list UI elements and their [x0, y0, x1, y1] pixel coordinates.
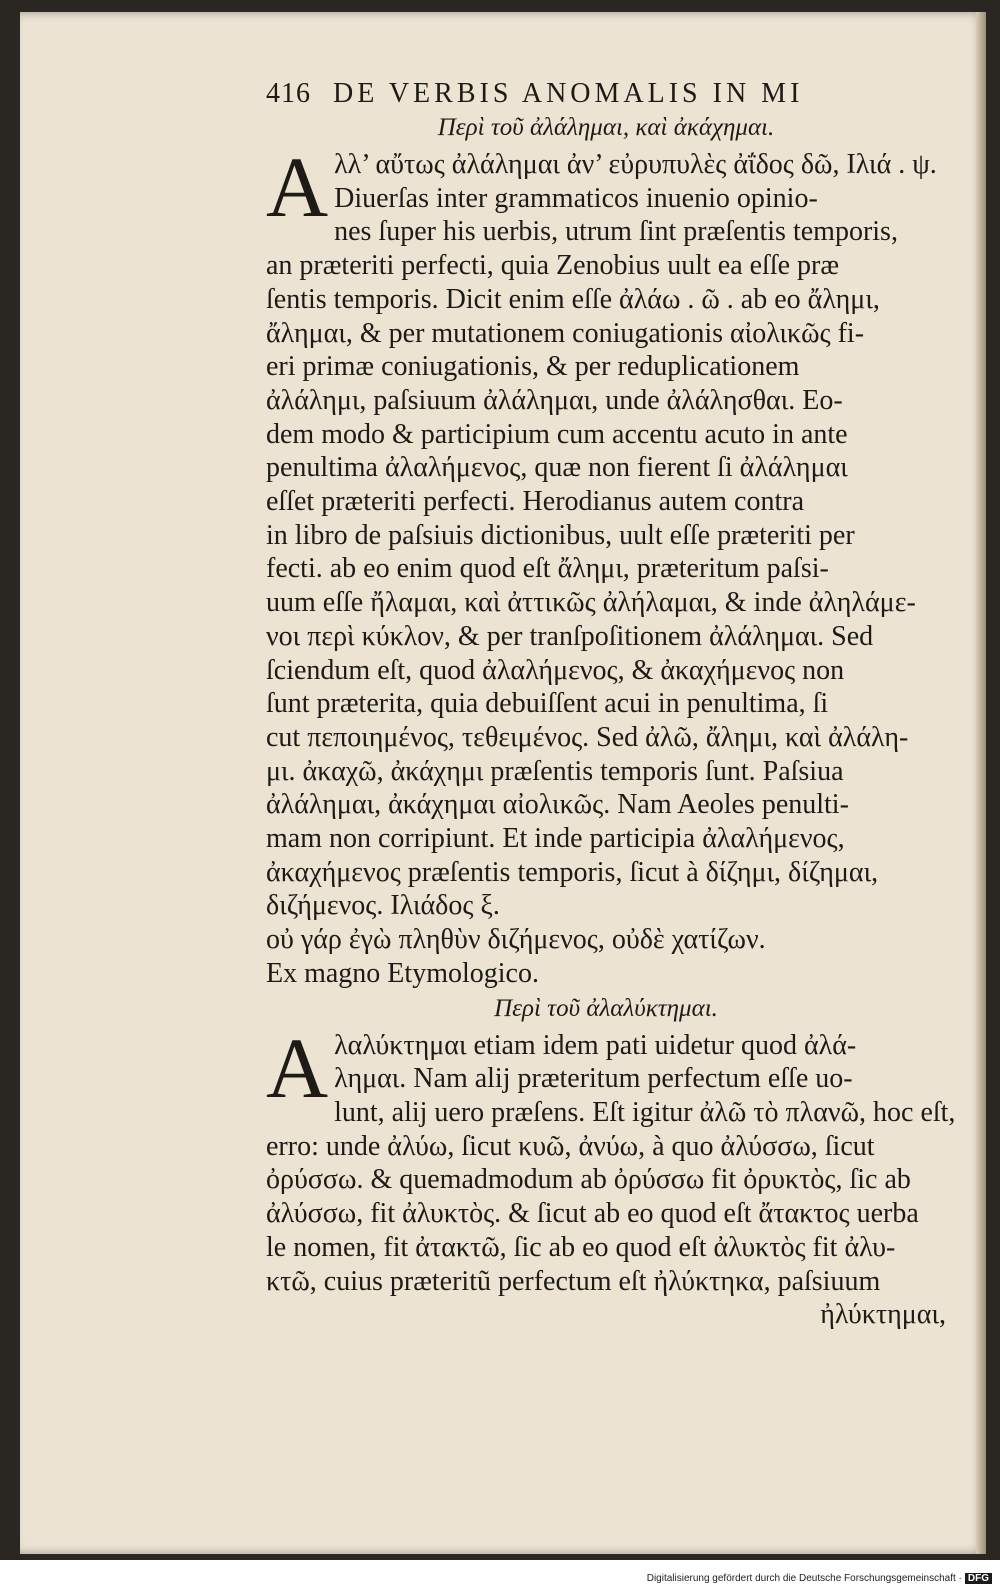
- text-line: κτῶ, cuius præteritũ perfectum eſt ἠλύκτηκα, paſsiuum: [266, 1265, 881, 1297]
- text-line: νοι περὶ κύκλον, & per tranſpoſitionem ἀλάλημαι. Sed: [266, 620, 874, 652]
- section1-paragraph: [266, 139, 946, 991]
- text-line: fecti. ab eo enim quod eſt ἄλημι, præteritum paſsi-: [266, 553, 829, 585]
- text-line: λημαι. Nam alij præteritum perfectum eſſe uo-: [334, 1063, 853, 1095]
- text-line: eri primæ coniugationis, & per reduplicationem: [266, 351, 800, 383]
- verse-line: οὐ γάρ ἐγὼ πληθὺν διζήμενος, οὐδὲ χατίζων.: [266, 924, 766, 956]
- running-header: [266, 78, 946, 110]
- text-line: διζήμενος. Ιλιάδος ξ.: [266, 890, 500, 922]
- source-line: Ex magno Etymologico.: [266, 957, 539, 989]
- dfg-logo: DFG: [965, 1573, 992, 1584]
- text-line: le nomen, fit ἀτακτῶ, ſic ab eo quod eſt ἀλυκτὸς fit ἀλυ-: [266, 1231, 896, 1263]
- running-title: DE VERBIS ANOMALIS IN MI: [333, 78, 804, 109]
- text-line: ὀρύσσω. & quemadmodum ab ὀρύσσω fit ὀρυκτὸς, ſic ab: [266, 1164, 911, 1196]
- text-line: in libro de paſsiuis dictionibus, uult eſſe præteriti per: [266, 519, 855, 551]
- text-line: mam non corripiunt. Et inde participia ἀλαλήμενος,: [266, 823, 845, 855]
- text-line: ἀλάλημαι, ἀκάχημαι αἰολικῶς. Nam Aeoles penulti-: [266, 789, 849, 821]
- text-line: erro: unde ἀλύω, ſicut κυῶ, ἀνύω, à quo ἀλύσσω, ſicut: [266, 1130, 875, 1162]
- text-line: μι. ἀκαχῶ, ἀκάχημι præſentis temporis ſunt. Paſsiua: [266, 755, 844, 787]
- drop-cap: A: [266, 1019, 329, 1116]
- text-line: ἀκαχήμενος præſentis temporis, ſicut à δίζημι, δίζημαι,: [266, 856, 879, 888]
- text-block: [266, 78, 956, 1332]
- section2-paragraph: [266, 1019, 956, 1332]
- text-line: penultima ἀλαλήμενος, quæ non fierent ſi ἀλάλημαι: [266, 452, 848, 484]
- digitization-footer: [647, 1573, 992, 1584]
- text-line: λαλύκτημαι etiam idem pati uidetur quod ἀλά-: [334, 1029, 857, 1061]
- text-line: lunt, alij uero præſens. Eſt igitur ἀλῶ τὸ πλανῶ, hoc eſt,: [334, 1096, 956, 1128]
- page-number: 416: [266, 78, 311, 109]
- text-line: ſunt præterita, quia debuiſſent acui in penultima, ſi: [266, 688, 829, 720]
- text-line: ſentis temporis. Dicit enim eſſe ἀλάω . ῶ . ab eo ἄλημι,: [266, 283, 880, 315]
- section2-title: Περὶ τοῦ ἀλαλύκτημαι.: [494, 994, 718, 1022]
- text-line: eſſet præteriti perfecti. Herodianus autem contra: [266, 486, 805, 518]
- text-line: ἄλημαι, & per mutationem coniugationis αἰολικῶς fi-: [266, 317, 865, 349]
- text-line: Diuerſas inter grammaticos inuenio opinio-: [334, 182, 818, 214]
- text-line: nes ſuper his uerbis, utrum ſint præſentis temporis,: [334, 216, 898, 248]
- text-line: uum eſſe ἤλαμαι, καὶ ἀττικῶς ἀλήλαμαι, & inde ἀληλάμε-: [266, 587, 916, 619]
- text-line: ἀλύσσω, fit ἀλυκτὸς. & ſicut ab eo quod eſt ἄτακτος uerba: [266, 1198, 919, 1230]
- text-line: dem modo & participium cum accentu acuto in ante: [266, 418, 848, 450]
- catchword-line: ἠλύκτημαι,: [820, 1299, 946, 1331]
- text-line: cut πεποιημένος, τεθειμένος. Sed ἀλῶ, ἄλημι, καὶ ἀλάλη-: [266, 721, 909, 753]
- text-line: ἀλάλημι, paſsiuum ἀλάλημαι, unde ἀλάλησθαι. Eo-: [266, 384, 843, 416]
- footer-text: Digitalisierung gefördert durch die Deutsche Forschungsgemeinschaft ·: [646, 1573, 962, 1584]
- section1-title: Περὶ τοῦ ἀλάλημαι, καὶ ἀκάχημαι.: [437, 114, 775, 141]
- text-line: λλ’ αὔτως ἀλάλημαι ἀν’ εὐρυπυλὲς ἀΐδος δῶ, Ιλιά . ψ.: [334, 149, 937, 180]
- drop-cap: A: [266, 139, 329, 235]
- text-line: ſciendum eſt, quod ἀλαλήμενος, & ἀκαχήμενος non: [266, 654, 845, 686]
- text-line: an præteriti perfecti, quia Zenobius uult ea eſſe præ: [266, 250, 840, 282]
- page-edge: [976, 12, 986, 1554]
